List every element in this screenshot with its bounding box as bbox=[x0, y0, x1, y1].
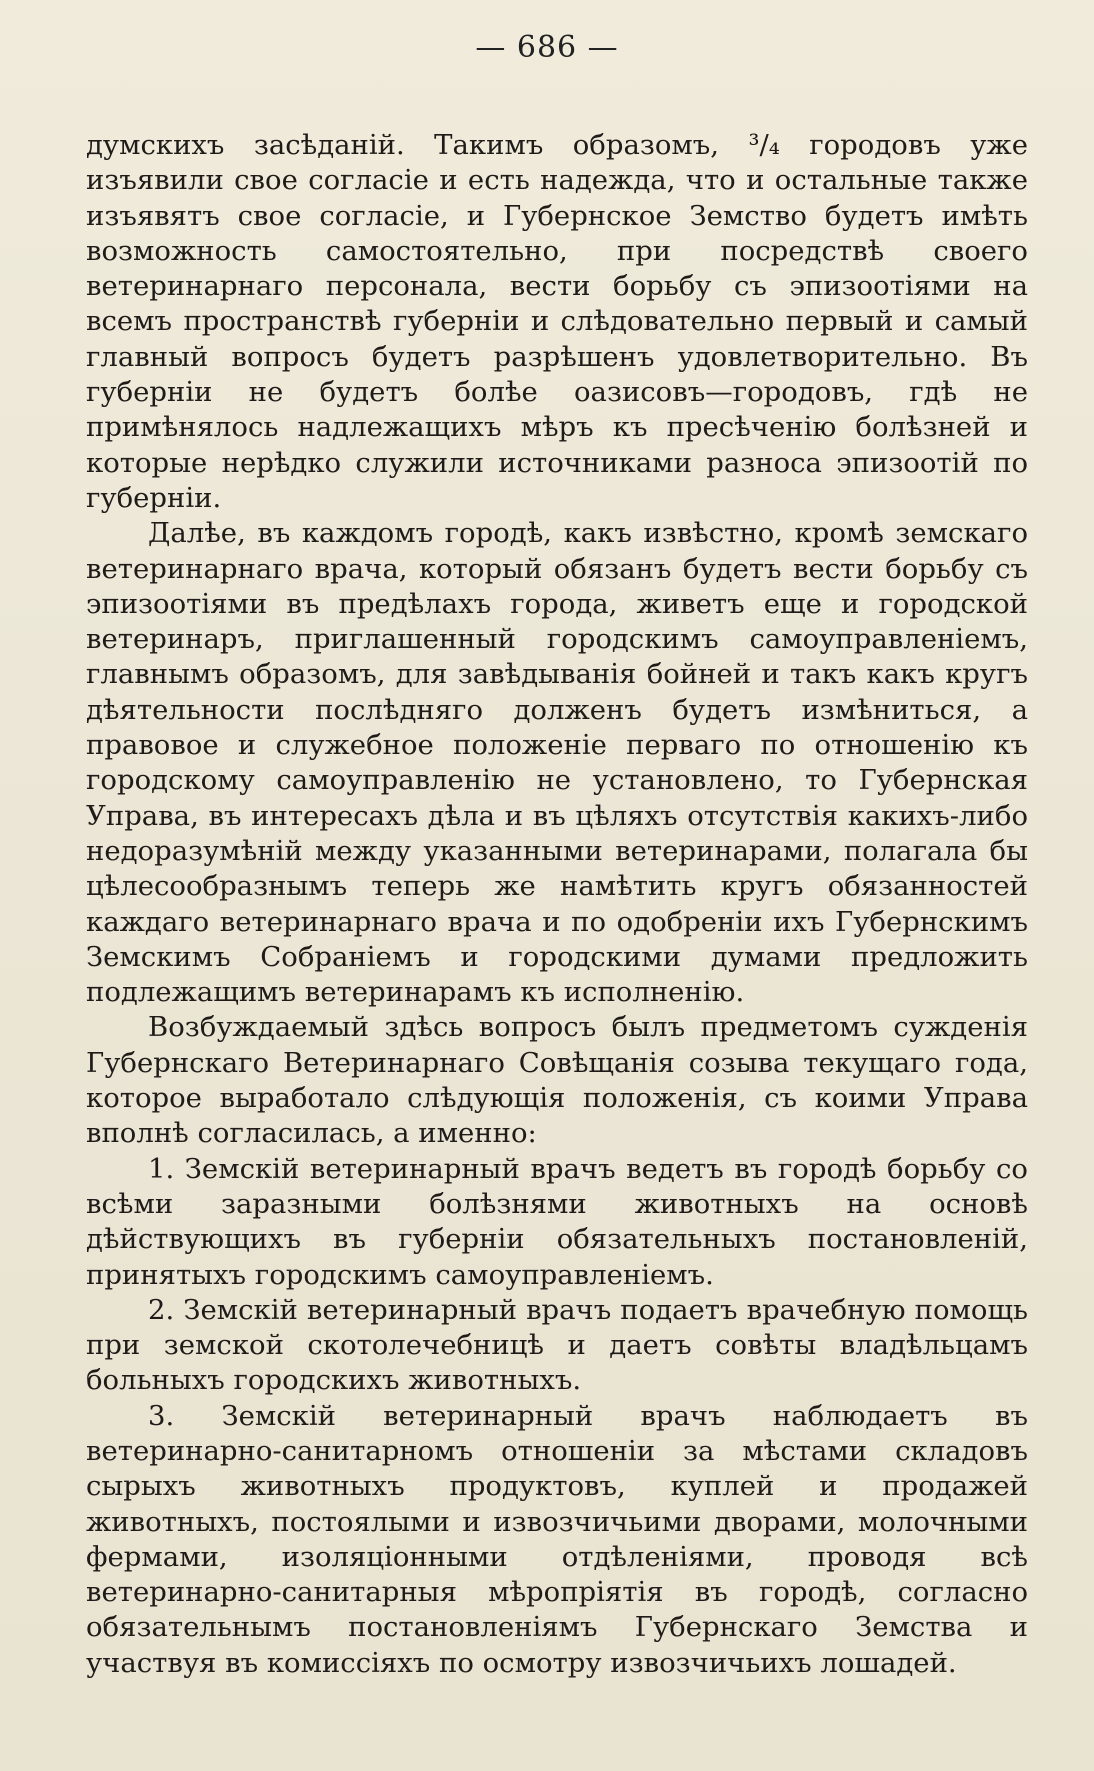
list-item-3: 3. Земскій ветеринарный врачъ наблюдаетъ въ ветеринарно-санитарномъ отношеніи за мѣстами складовъ сырыхъ животныхъ продуктовъ, куплей и продажей животныхъ, постоялыми и извозчичьими дворами, молочными фермами, изоляціонными отдѣленіями, проводя всѣ ветеринарно-санитарныя мѣропріятія въ городѣ, согласно обязательнымъ постановленіямъ Губернскаго Земства и участвуя въ комиссіяхъ по осмотру извозчичьихъ лошадей. bbox=[86, 1399, 1028, 1679]
paragraph-2: Далѣе, въ каждомъ городѣ, какъ извѣстно, кромѣ земскаго ветеринарнаго врача, который обязанъ будетъ вести борьбу съ эпизоотіями въ предѣлахъ города, живетъ еще и городской ветеринаръ, приглашенный городскимъ самоуправленіемъ, главнымъ образомъ, для завѣдыванія бойней и такъ какъ кругъ дѣятельности послѣдняго долженъ будетъ измѣниться, а правовое и служебное положеніе перваго по отношенію къ городскому самоуправленію не установлено, то Губернская Управа, въ интересахъ дѣла и въ цѣляхъ отсутствія какихъ-либо недоразумѣній между указанными ветеринарами, полагала бы цѣлесообразнымъ теперь же намѣтить кругъ обязанностей каждаго ветеринарнаго врача и по одобреніи ихъ Губернскимъ Земскимъ Собраніемъ и городскими думами предложить подлежащимъ ветеринарамъ къ исполненію. bbox=[86, 517, 1028, 1009]
list-item-2: 2. Земскій ветеринарный врачъ подаетъ врачебную помощь при земской скотолечебницѣ и даетъ совѣты владѣльцамъ больныхъ городскихъ животныхъ. bbox=[86, 1293, 1028, 1397]
paragraph-1: думскихъ засѣданій. Такимъ образомъ, ³/₄ городовъ уже изъявили свое согласіе и есть надежда, что и остальные также изъявятъ свое согласіе, и Губернское Земство будетъ имѣть возможность самостоятельно, при посредствѣ своего ветеринарнаго персонала, вести борьбу съ эпизоотіями на всемъ пространствѣ губерніи и слѣдовательно первый и самый главный вопросъ будетъ разрѣшенъ удовлетворительно. Въ губерніи не будетъ болѣе оазисовъ—городовъ, гдѣ не примѣнялось надлежащихъ мѣръ къ пресѣченію болѣзней и которые нерѣдко служили источниками разноса эпизоотій по губерніи. bbox=[86, 129, 1028, 514]
page-number: — 686 — bbox=[475, 30, 619, 65]
list-item-1: 1. Земскій ветеринарный врачъ ведетъ въ городѣ борьбу со всѣми заразными болѣзнями животныхъ на основѣ дѣйствующихъ въ губерніи обязательныхъ постановленій, принятыхъ городскимъ самоуправленіемъ. bbox=[86, 1152, 1028, 1291]
body-text bbox=[86, 128, 1028, 1681]
paragraph-3: Возбуждаемый здѣсь вопросъ былъ предметомъ сужденія Губернскаго Ветеринарнаго Совѣщанія созыва текущаго года, которое выработало слѣдующія положенія, съ коими Управа вполнѣ согласилась, а именно: bbox=[86, 1011, 1028, 1150]
